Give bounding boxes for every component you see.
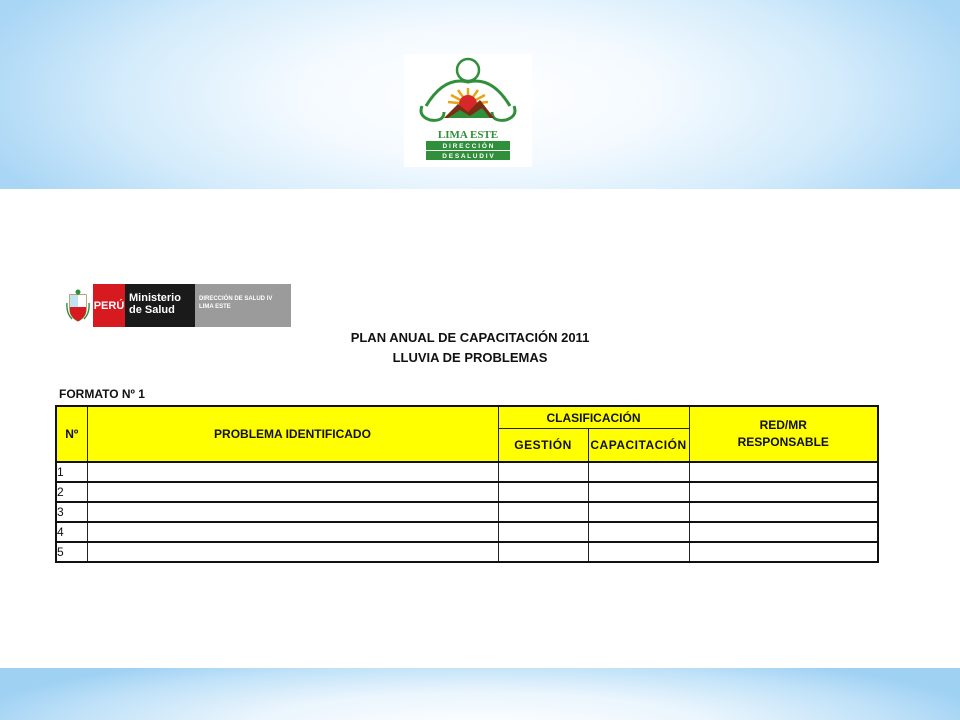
- capacitacion-cell[interactable]: [588, 502, 689, 522]
- capacitacion-cell[interactable]: [588, 542, 689, 562]
- responsible-cell[interactable]: [689, 542, 878, 562]
- ministry-line-1: Ministerio: [129, 292, 181, 304]
- problem-cell[interactable]: [87, 542, 498, 562]
- column-header-problem: PROBLEMA IDENTIFICADO: [87, 406, 498, 462]
- table-row: [56, 502, 878, 522]
- table-row: [56, 462, 878, 482]
- svg-text:D I R E C C I Ó N: D I R E C C I Ó N: [442, 143, 494, 150]
- svg-text:LIMA ESTE: LIMA ESTE: [437, 129, 499, 141]
- column-header-responsible: [689, 406, 878, 462]
- direction-line-2: LIMA ESTE: [199, 304, 231, 310]
- responsible-line-1: RED/MR: [759, 418, 807, 432]
- ministry-line-2: de Salud: [129, 304, 175, 316]
- ministry-of-health-logo: [63, 284, 291, 327]
- table-header: [56, 406, 878, 462]
- table-body: [56, 462, 878, 562]
- capacitacion-cell[interactable]: [588, 462, 689, 482]
- ministry-name: [125, 284, 195, 327]
- format-label: FORMATO Nº 1: [59, 387, 145, 401]
- column-header-classification: CLASIFICACIÓN: [498, 406, 689, 429]
- row-number: 2: [56, 482, 87, 502]
- gestion-cell[interactable]: [498, 462, 588, 482]
- capacitacion-cell[interactable]: [588, 482, 689, 502]
- responsible-cell[interactable]: [689, 462, 878, 482]
- row-number: 4: [56, 522, 87, 542]
- problem-cell[interactable]: [87, 522, 498, 542]
- problem-cell[interactable]: [87, 502, 498, 522]
- document-heading: [330, 328, 610, 368]
- lima-este-logo: [404, 54, 532, 167]
- coat-of-arms-icon: [63, 284, 93, 327]
- responsible-cell[interactable]: [689, 522, 878, 542]
- column-header-gestion: GESTIÓN: [498, 429, 588, 463]
- capacitacion-cell[interactable]: [588, 522, 689, 542]
- responsible-cell[interactable]: [689, 482, 878, 502]
- problems-table: [55, 405, 879, 563]
- gestion-cell[interactable]: [498, 522, 588, 542]
- lima-este-emblem-icon: [404, 54, 532, 167]
- responsible-line-2: RESPONSABLE: [737, 435, 829, 449]
- problem-cell[interactable]: [87, 462, 498, 482]
- problem-cell[interactable]: [87, 482, 498, 502]
- document-subtitle: LLUVIA DE PROBLEMAS: [392, 350, 548, 365]
- row-number: 1: [56, 462, 87, 482]
- gestion-cell[interactable]: [498, 482, 588, 502]
- column-header-capacitacion: CAPACITACIÓN: [588, 429, 689, 463]
- table-row: [56, 522, 878, 542]
- direction-line-1: DIRECCIÓN DE SALUD IV: [199, 296, 273, 302]
- table-row: [56, 542, 878, 562]
- responsible-cell[interactable]: [689, 502, 878, 522]
- row-number: 5: [56, 542, 87, 562]
- svg-text:D E S A L U D I V: D E S A L U D I V: [442, 153, 494, 160]
- peru-label: PERÚ: [93, 284, 125, 327]
- table-row: [56, 482, 878, 502]
- bottom-background-band: [0, 668, 960, 720]
- direction-name: [195, 284, 291, 327]
- gestion-cell[interactable]: [498, 502, 588, 522]
- column-header-number: Nº: [56, 406, 87, 462]
- document-title: PLAN ANUAL DE CAPACITACIÓN 2011: [350, 330, 590, 345]
- gestion-cell[interactable]: [498, 542, 588, 562]
- row-number: 3: [56, 502, 87, 522]
